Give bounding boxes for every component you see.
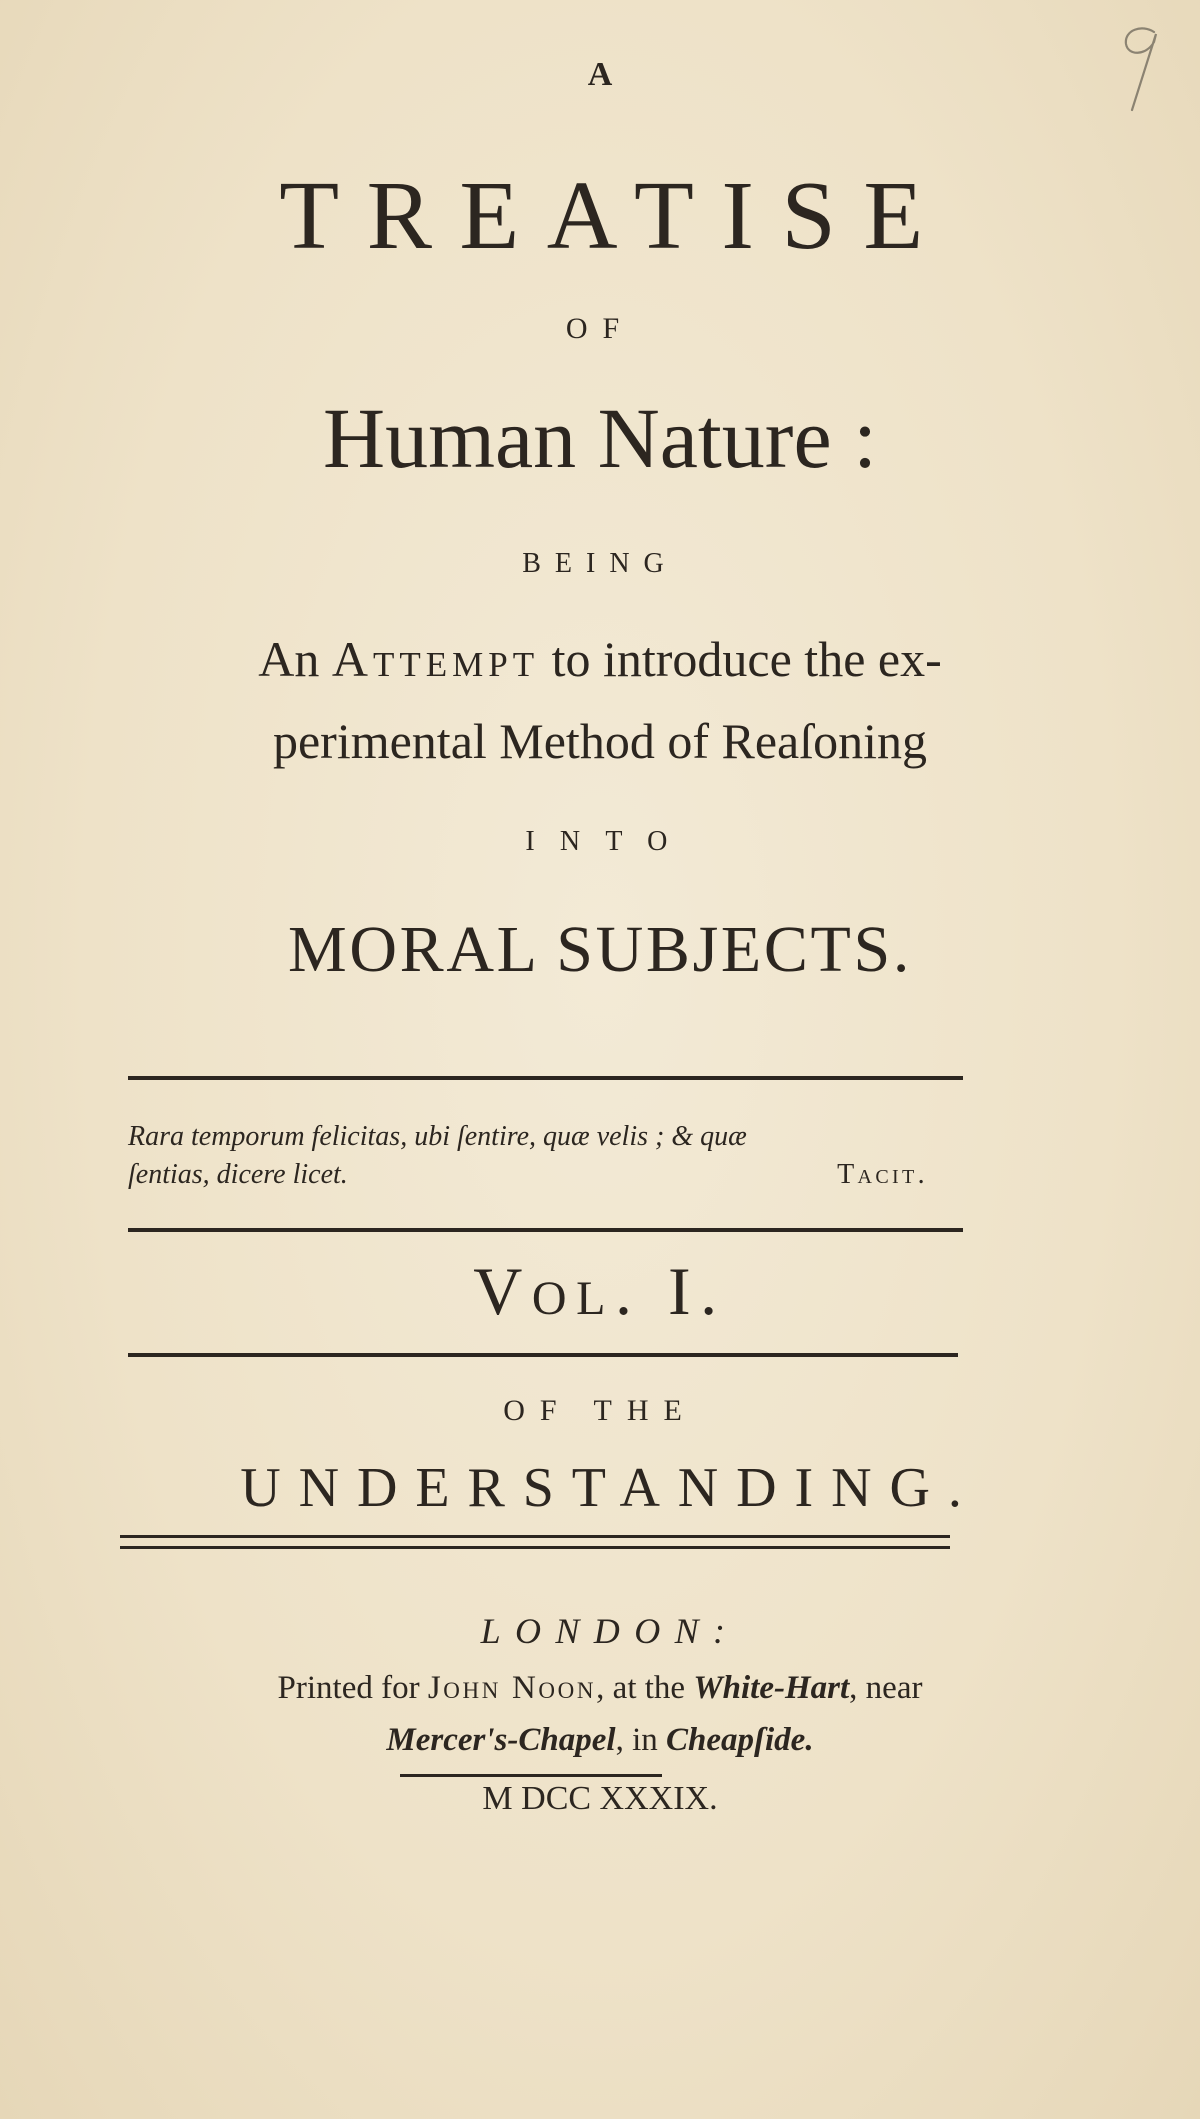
imprint-line-2 <box>0 1722 1200 1759</box>
into-label: INTO <box>525 826 693 857</box>
imprint-location: Mercer's-Chapel <box>386 1722 616 1758</box>
imprint-at-the: , at the <box>596 1670 686 1706</box>
motto-attribution: Tacit. <box>837 1159 928 1190</box>
rule-3 <box>128 1353 958 1357</box>
of-the-label: OF THE <box>503 1394 697 1427</box>
subtitle-line-2: perimental Method of Reaſoning <box>272 713 927 769</box>
title-article: A <box>587 56 613 93</box>
rule-5 <box>400 1774 662 1777</box>
part-title: UNDERSTANDING. <box>240 1457 980 1519</box>
motto-line-2: ſentias, dicere licet. <box>128 1159 348 1190</box>
being-label: BEING <box>522 548 678 579</box>
title-subject: Human Nature : <box>322 390 878 486</box>
imprint-in: , in <box>615 1722 658 1758</box>
subtitle-pre: An <box>258 631 332 687</box>
subtitle-attempt: Attempt <box>331 631 540 687</box>
imprint-place: LONDON: <box>480 1611 740 1651</box>
moral-subjects: MORAL SUBJECTS. <box>288 913 912 986</box>
imprint-near: , near <box>849 1670 923 1706</box>
motto <box>128 1118 968 1194</box>
title-of: OF <box>565 312 635 345</box>
imprint-sign: White-Hart <box>693 1670 850 1706</box>
imprint-name: John Noon <box>427 1670 597 1706</box>
motto-line-1: Rara temporum felicitas, ubi ſentire, quæ velis ; & quæ <box>128 1121 747 1152</box>
imprint-street: Cheapſide. <box>666 1722 814 1758</box>
imprint-printed-for: Printed for <box>277 1670 420 1706</box>
rule-4a <box>120 1535 950 1538</box>
rule-1 <box>128 1076 963 1080</box>
volume-label: Vol. I. <box>473 1253 727 1329</box>
imprint-date: M DCC XXXIX. <box>482 1780 718 1817</box>
subtitle-line-1 <box>0 630 1200 688</box>
subtitle-post: to introduce the ex- <box>539 631 942 687</box>
rule-4b <box>120 1546 950 1549</box>
rule-2 <box>128 1228 963 1232</box>
imprint-line-1 <box>0 1670 1200 1707</box>
title-main: TREATISE <box>279 162 951 270</box>
